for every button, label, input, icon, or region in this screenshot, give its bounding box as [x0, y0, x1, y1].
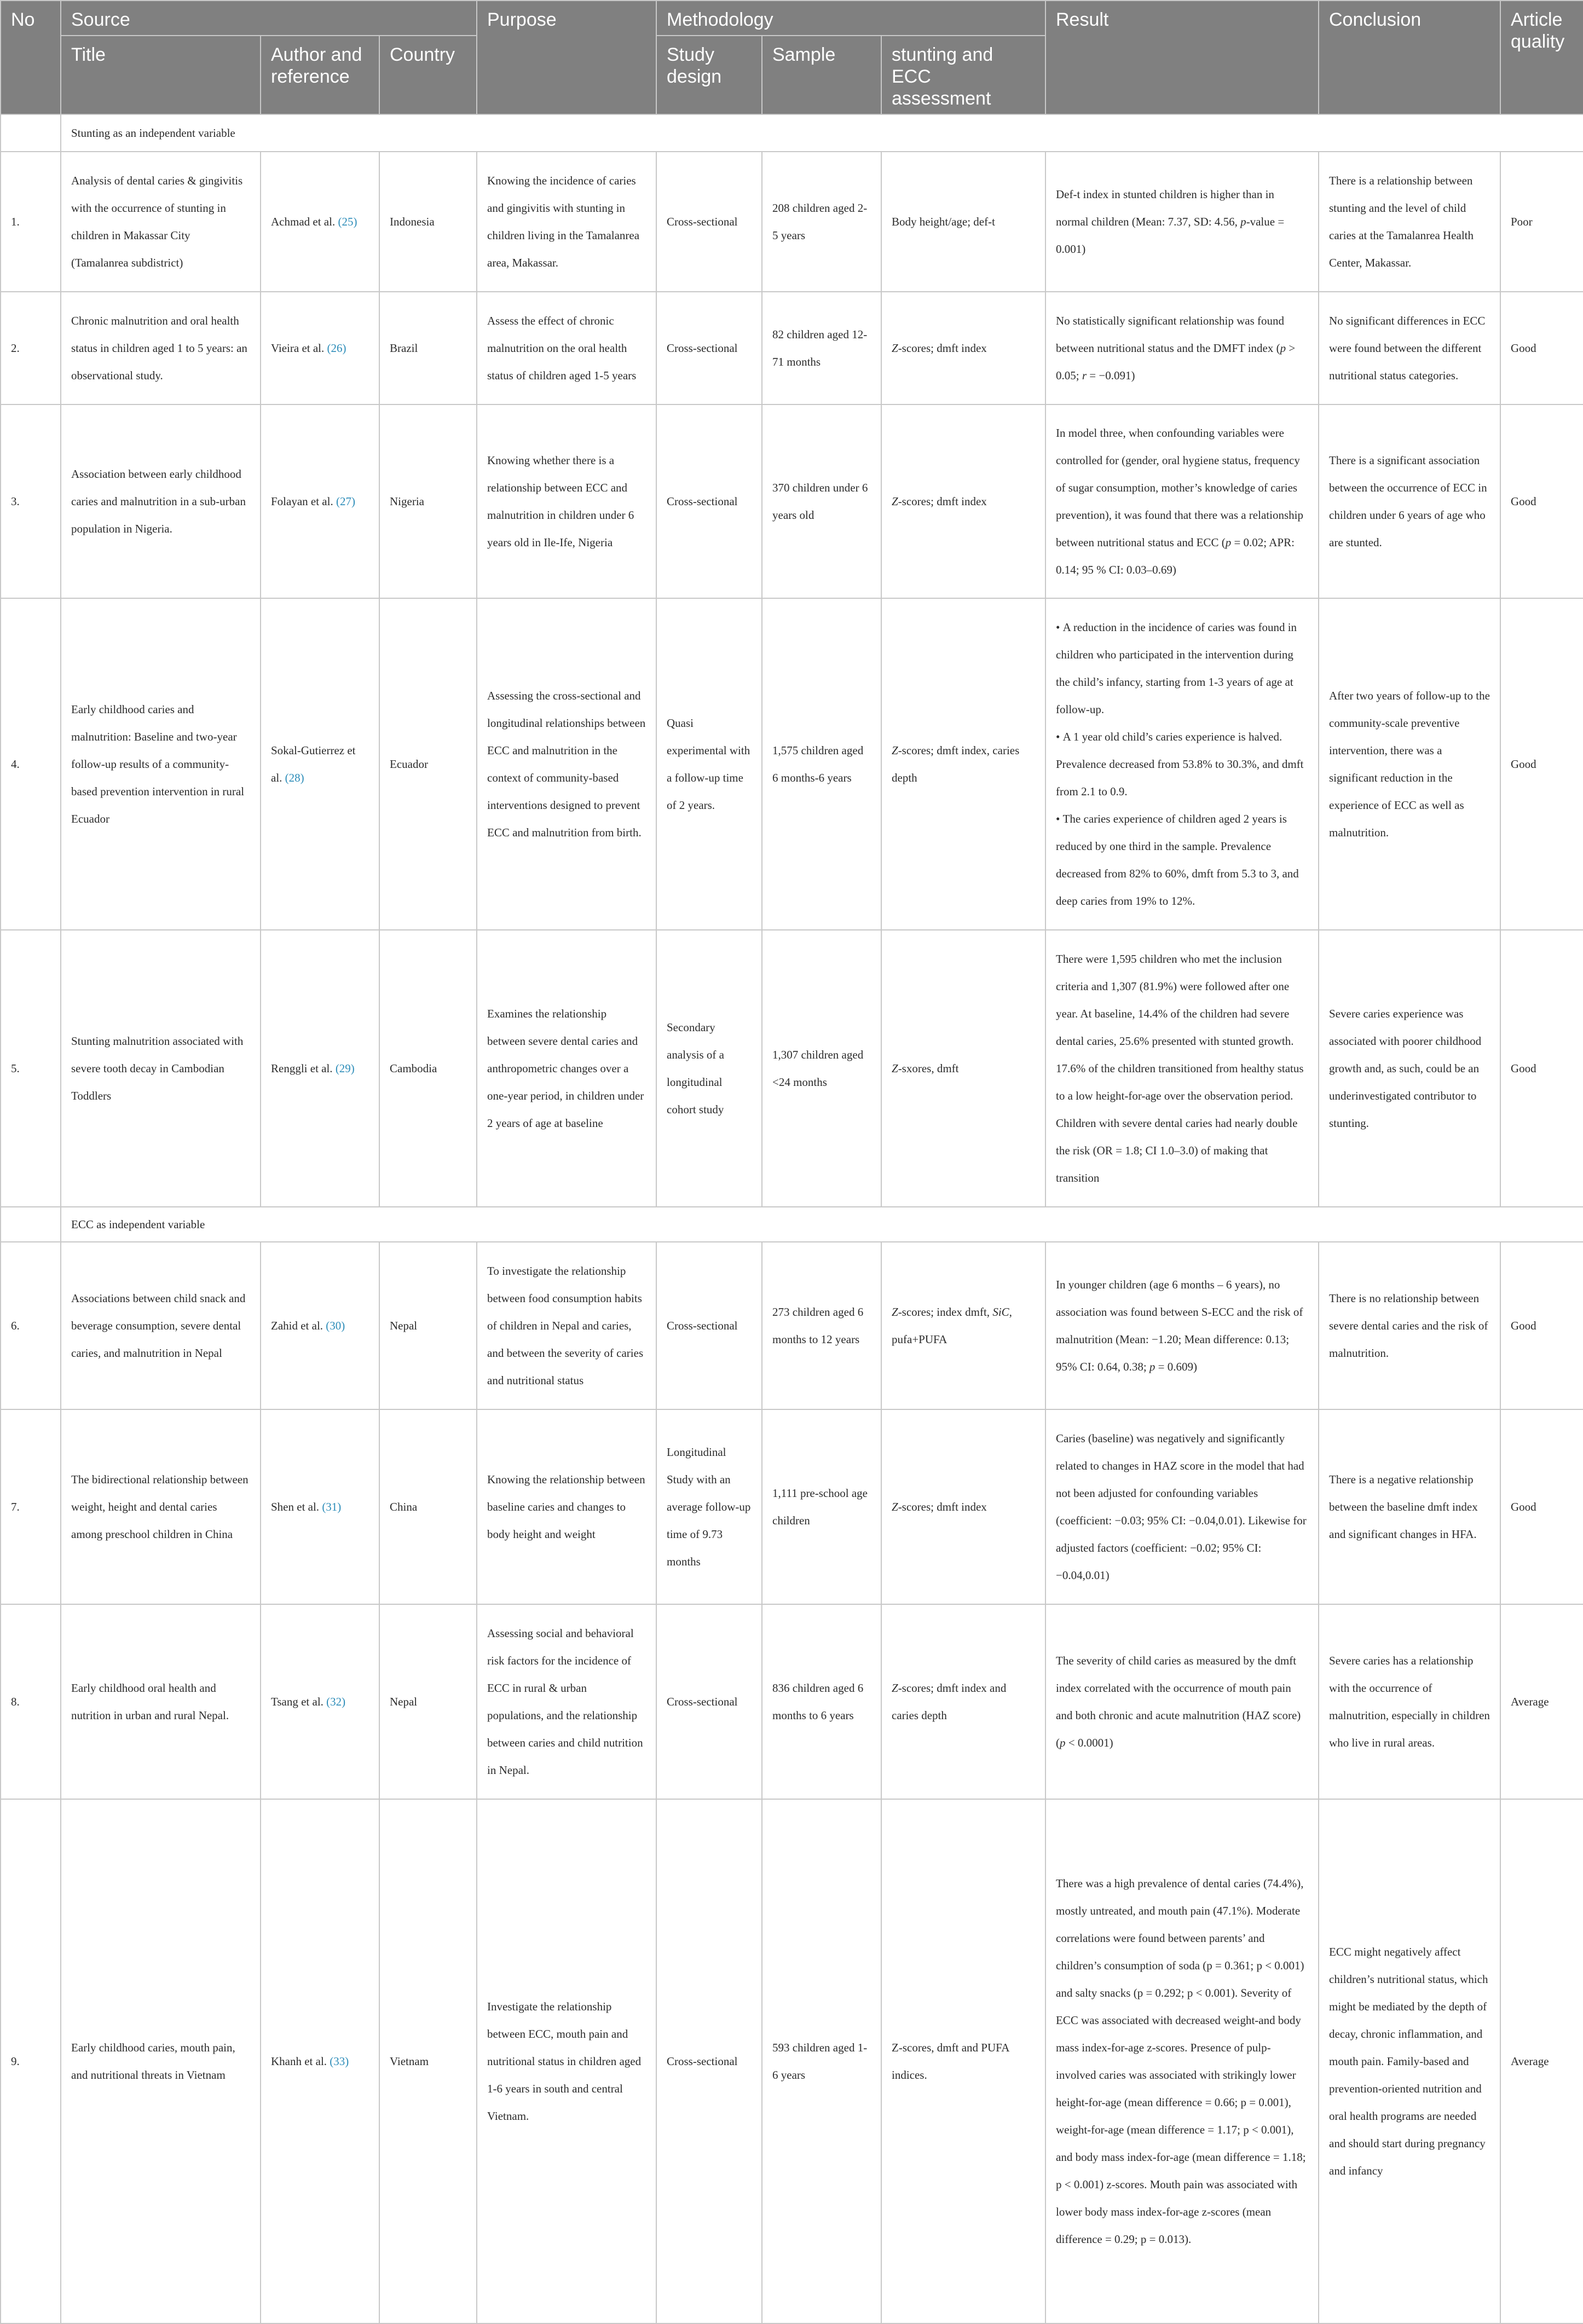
purpose: Investigate the relationship between ECC, mouth pain and nutritional status in children aged 1-6 years in south and central Vietnam. — [477, 1799, 656, 2323]
assessment-italic: Z — [892, 495, 898, 508]
assessment — [881, 1242, 1045, 1409]
header-result: Result — [1045, 1, 1319, 114]
header-country: Country — [379, 36, 477, 114]
study-design: Longitudinal Study with an average follow-up time of 9.73 months — [656, 1409, 762, 1604]
section-label-stunting: Stunting as an independent variable — [61, 114, 1583, 152]
table-row — [1, 292, 1583, 404]
country: Cambodia — [379, 930, 477, 1207]
result: There were 1,595 children who met the inclusion criteria and 1,307 (81.9%) were followed after one year. At baseline, 14.4% of the children had severe dental caries, 25.6% presented with stunted growth. 17.6% of the children transitioned from healthy status to a low height-for-age over the observation period. Children with severe dental caries had nearly double the risk (OR = 1.8; CI 1.0–3.0) of making that transition — [1045, 930, 1319, 1207]
assessment — [881, 292, 1045, 404]
result-bullet: • A reduction in the incidence of caries was found in children who participated in the intervention during the child’s infancy, starting from 1-3 years of age at follow-up. — [1056, 614, 1308, 723]
author-reference — [261, 930, 379, 1207]
study-title: Stunting malnutrition associated with severe tooth decay in Cambodian Toddlers — [61, 930, 261, 1207]
result — [1045, 292, 1319, 404]
assessment-text: , pufa+PUFA — [892, 1305, 1012, 1346]
article-quality: Good — [1500, 404, 1583, 598]
sample: 1,307 children aged <24 months — [762, 930, 881, 1207]
row-number: 3. — [1, 404, 61, 598]
header-sample: Sample — [762, 36, 881, 114]
study-design: Cross-sectional — [656, 1799, 762, 2323]
study-design: Secondary analysis of a longitudinal cohort study — [656, 930, 762, 1207]
table-row — [1, 404, 1583, 598]
result-text: No statistically significant relationship was found between nutritional status and the DMFT index ( — [1056, 314, 1285, 355]
study-title: Early childhood caries, mouth pain, and nutritional threats in Vietnam — [61, 1799, 261, 2323]
table-row — [1, 1799, 1583, 2323]
result — [1045, 1242, 1319, 1409]
conclusion: There is a relationship between stunting and the level of child caries at the Tamalanrea Health Center, Makassar. — [1319, 152, 1500, 292]
table-row — [1, 1409, 1583, 1604]
table-row — [1, 1604, 1583, 1799]
result-text: = −0.091) — [1087, 369, 1135, 382]
result-italic: p — [1149, 1360, 1156, 1373]
author-name: Folayan et al. — [271, 495, 333, 508]
author-name: Achmad et al. — [271, 215, 336, 228]
purpose: Examines the relationship between severe dental caries and anthropometric changes over a one-year period, in children under 2 years of age at baseline — [477, 930, 656, 1207]
assessment-italic: Z — [892, 744, 898, 757]
result — [1045, 404, 1319, 598]
sample: 208 children aged 2-5 years — [762, 152, 881, 292]
author-name: Khanh et al. — [271, 2055, 327, 2068]
sample: 370 children under 6 years old — [762, 404, 881, 598]
result-bullet-list — [1056, 614, 1308, 915]
assessment — [881, 1409, 1045, 1604]
section-row-ecc — [1, 1207, 1583, 1242]
conclusion: Severe caries experience was associated with poorer childhood growth and, as such, could be an underinvestigated contributor to stunting. — [1319, 930, 1500, 1207]
author-reference — [261, 1242, 379, 1409]
sample: 1,575 children aged 6 months-6 years — [762, 598, 881, 930]
author-name: Vieira et al. — [271, 342, 325, 355]
sample: 836 children aged 6 months to 6 years — [762, 1604, 881, 1799]
result — [1045, 598, 1319, 930]
result-bullet: • A 1 year old child’s caries experience is halved. Prevalence decreased from 53.8% to 30.3%, and dmft from 2.1 to 0.9. — [1056, 723, 1308, 805]
country: Ecuador — [379, 598, 477, 930]
result: Caries (baseline) was negatively and significantly related to changes in HAZ score in the model that had not been adjusted for confounding variables (coefficient: −0.03; 95% CI: −0.04,0.01). Likewise for adjusted factors (coefficient: −0.02; 95% CI: −0.04,0.01) — [1045, 1409, 1319, 1604]
result-text: In model three, when confounding variables were controlled for (gender, oral hygiene status, frequency of sugar consumption, mother’s knowledge of caries prevention), it was found that there was a relationship between nutritional status and ECC ( — [1056, 426, 1303, 549]
assessment — [881, 598, 1045, 930]
reference-link[interactable]: (27) — [336, 495, 355, 508]
row-number: 8. — [1, 1604, 61, 1799]
assessment-italic: Z — [892, 1062, 898, 1075]
result-bullet: • The caries experience of children aged 2 years is reduced by one third in the sample. Prevalence decreased from 82% to 60%, dmft from 5.3 to 3, and deep caries from 19% to 12%. — [1056, 805, 1308, 915]
sample: 593 children aged 1-6 years — [762, 1799, 881, 2323]
author-reference — [261, 598, 379, 930]
article-quality: Good — [1500, 598, 1583, 930]
header-purpose: Purpose — [477, 1, 656, 114]
purpose: Knowing whether there is a relationship between ECC and malnutrition in children under 6 years old in Ile-Ife, Nigeria — [477, 404, 656, 598]
row-number: 5. — [1, 930, 61, 1207]
assessment-italic: SiC — [992, 1305, 1009, 1319]
section-label-ecc: ECC as independent variable — [61, 1207, 1583, 1242]
study-design: Cross-sectional — [656, 404, 762, 598]
row-number: 6. — [1, 1242, 61, 1409]
row-number: 1. — [1, 152, 61, 292]
study-design: Cross-sectional — [656, 1242, 762, 1409]
conclusion: Severe caries has a relationship with the occurrence of malnutrition, especially in children who live in rural areas. — [1319, 1604, 1500, 1799]
result-text: < 0.0001) — [1065, 1736, 1113, 1749]
result-text: > 0.05; — [1056, 342, 1296, 382]
study-design: Cross-sectional — [656, 152, 762, 292]
assessment: Z-scores, dmft and PUFA indices. — [881, 1799, 1045, 2323]
author-name: Renggli et al. — [271, 1062, 333, 1075]
country: Brazil — [379, 292, 477, 404]
author-name: Sokal-Gutierrez et al. — [271, 744, 356, 784]
author-reference — [261, 1604, 379, 1799]
study-title: Association between early childhood caries and malnutrition in a sub-urban population in Nigeria. — [61, 404, 261, 598]
header-study-design: Study design — [656, 36, 762, 114]
assessment-text: -scores; dmft index — [898, 342, 987, 355]
result-text: In younger children (age 6 months – 6 years), no association was found between S-ECC and the risk of malnutrition (Mean: −1.20; Mean difference: 0.13; 95% CI: 0.64, 0.38; — [1056, 1278, 1303, 1373]
assessment-text: -scores; dmft index, caries depth — [892, 744, 1020, 784]
conclusion: There is a negative relationship between the baseline dmft index and significant changes in HFA. — [1319, 1409, 1500, 1604]
header-row-top — [1, 1, 1583, 36]
sample: 1,111 pre-school age children — [762, 1409, 881, 1604]
header-conclusion: Conclusion — [1319, 1, 1500, 114]
author-reference — [261, 1799, 379, 2323]
study-title: Analysis of dental caries & gingivitis with the occurrence of stunting in children in Makassar City (Tamalanrea subdistrict) — [61, 152, 261, 292]
article-quality: Good — [1500, 930, 1583, 1207]
country: China — [379, 1409, 477, 1604]
result: There was a high prevalence of dental caries (74.4%), mostly untreated, and mouth pain (47.1%). Moderate correlations were found between parents’ and children’s consumption of soda (p = 0.361; p < 0.001) and salty snacks (p = 0.292; p < 0.001). Severity of ECC was associated with decreased weight-and body mass index-for-age z-scores. Presence of pulp-involved caries was associated with strikingly lower height-for-age (mean difference = 0.66; p = 0.001), weight-for-age (mean difference = 1.17; p < 0.001), and body mass index-for-age (mean difference = 1.18; p < 0.001) z-scores. Mouth pain was associated with lower body mass index-for-age z-scores (mean difference = 0.29; p = 0.013). — [1045, 1799, 1319, 2323]
study-design: Cross-sectional — [656, 1604, 762, 1799]
table-row — [1, 1242, 1583, 1409]
result — [1045, 1604, 1319, 1799]
section-empty-cell — [1, 1207, 61, 1242]
reference-link[interactable]: (28) — [285, 771, 304, 784]
article-quality: Good — [1500, 1409, 1583, 1604]
study-title: Associations between child snack and beverage consumption, severe dental caries, and malnutrition in Nepal — [61, 1242, 261, 1409]
reference-link[interactable]: (29) — [335, 1062, 355, 1075]
article-quality: Average — [1500, 1604, 1583, 1799]
reference-link[interactable]: (25) — [338, 215, 357, 228]
country: Nepal — [379, 1604, 477, 1799]
purpose: Knowing the incidence of caries and gingivitis with stunting in children living in the Tamalanrea area, Makassar. — [477, 152, 656, 292]
reference-link[interactable]: (30) — [326, 1319, 345, 1332]
assessment-italic: Z — [892, 342, 898, 355]
assessment — [881, 404, 1045, 598]
purpose: Assessing the cross-sectional and longitudinal relationships between ECC and malnutrition in the context of community-based interventions designed to prevent ECC and malnutrition from birth. — [477, 598, 656, 930]
reference-link[interactable]: (33) — [330, 2055, 349, 2068]
study-title: Chronic malnutrition and oral health status in children aged 1 to 5 years: an observational study. — [61, 292, 261, 404]
reference-link[interactable]: (26) — [327, 342, 346, 355]
author-reference — [261, 152, 379, 292]
author-name: Shen et al. — [271, 1500, 320, 1513]
table-header — [1, 1, 1583, 114]
assessment-italic: Z — [892, 1500, 898, 1513]
article-quality: Good — [1500, 1242, 1583, 1409]
author-reference — [261, 1409, 379, 1604]
header-author-reference: Author and reference — [261, 36, 379, 114]
conclusion: There is a significant association between the occurrence of ECC in children under 6 years of age who are stunted. — [1319, 404, 1500, 598]
author-reference — [261, 292, 379, 404]
section-row-stunting — [1, 114, 1583, 152]
header-methodology: Methodology — [656, 1, 1045, 36]
assessment-italic: Z — [892, 1305, 898, 1319]
conclusion: There is no relationship between severe dental caries and the risk of malnutrition. — [1319, 1242, 1500, 1409]
author-reference — [261, 404, 379, 598]
assessment-text: -sxores, dmft — [898, 1062, 959, 1075]
header-assessment: stunting and ECC assessment — [881, 36, 1045, 114]
result-text: = 0.02; APR: 0.14; 95 % CI: 0.03–0.69) — [1056, 536, 1295, 576]
study-design: Cross-sectional — [656, 292, 762, 404]
conclusion: After two years of follow-up to the community-scale preventive intervention, there was a significant reduction in the experience of ECC as well as malnutrition. — [1319, 598, 1500, 930]
table-body — [1, 114, 1583, 2323]
conclusion: No significant differences in ECC were found between the different nutritional status categories. — [1319, 292, 1500, 404]
header-article-quality: Article quality — [1500, 1, 1583, 114]
table-row — [1, 930, 1583, 1207]
assessment-italic: Z — [892, 1681, 898, 1695]
row-number: 4. — [1, 598, 61, 930]
result-italic: p — [1240, 215, 1246, 228]
assessment — [881, 930, 1045, 1207]
country: Indonesia — [379, 152, 477, 292]
result — [1045, 152, 1319, 292]
author-name: Zahid et al. — [271, 1319, 323, 1332]
row-number: 7. — [1, 1409, 61, 1604]
article-quality: Average — [1500, 1799, 1583, 2323]
study-design: Quasi experimental with a follow-up time of 2 years. — [656, 598, 762, 930]
assessment-text: -scores; dmft index — [898, 495, 987, 508]
purpose: Knowing the relationship between baseline caries and changes to body height and weight — [477, 1409, 656, 1604]
row-number: 2. — [1, 292, 61, 404]
result-text: = 0.609) — [1155, 1360, 1198, 1373]
reference-link[interactable]: (31) — [322, 1500, 342, 1513]
author-name: Tsang et al. — [271, 1695, 323, 1708]
assessment — [881, 1604, 1045, 1799]
result-italic: p — [1280, 342, 1286, 355]
result-text: Def-t index in stunted children is higher than in normal children (Mean: 7.37, SD: 4.56, — [1056, 188, 1274, 228]
header-source: Source — [61, 1, 477, 36]
result-text: -value = 0.001) — [1056, 215, 1285, 256]
conclusion: ECC might negatively affect children’s nutritional status, which might be mediated by the depth of decay, chronic inflammation, and mouth pain. Family-based and prevention-oriented nutrition and oral health programs are needed and should start during pregnancy and infancy — [1319, 1799, 1500, 2323]
country: Vietnam — [379, 1799, 477, 2323]
result-italic: r — [1082, 369, 1087, 382]
assessment-text: -scores; dmft index — [898, 1500, 987, 1513]
header-no: No — [1, 1, 61, 114]
article-quality: Good — [1500, 292, 1583, 404]
study-title: The bidirectional relationship between weight, height and dental caries among preschool children in China — [61, 1409, 261, 1604]
row-number: 9. — [1, 1799, 61, 2323]
assessment-text: -scores; index dmft, — [898, 1305, 993, 1319]
purpose: Assess the effect of chronic malnutrition on the oral health status of children aged 1-5 years — [477, 292, 656, 404]
result-text: The severity of child caries as measured by the dmft index correlated with the occurrence of mouth pain and both chronic and acute malnutrition (HAZ score) ( — [1056, 1654, 1301, 1749]
study-title: Early childhood caries and malnutrition: Baseline and two-year follow-up results of a community-based prevention intervention in rural Ecuador — [61, 598, 261, 930]
assessment: Body height/age; def-t — [881, 152, 1045, 292]
article-quality: Poor — [1500, 152, 1583, 292]
reference-link[interactable]: (32) — [326, 1695, 346, 1708]
table-row — [1, 598, 1583, 930]
purpose: To investigate the relationship between food consumption habits of children in Nepal and caries, and between the severity of caries and nutritional status — [477, 1242, 656, 1409]
sample: 273 children aged 6 months to 12 years — [762, 1242, 881, 1409]
country: Nepal — [379, 1242, 477, 1409]
sample: 82 children aged 12-71 months — [762, 292, 881, 404]
study-title: Early childhood oral health and nutrition in urban and rural Nepal. — [61, 1604, 261, 1799]
purpose: Assessing social and behavioral risk factors for the incidence of ECC in rural & urban populations, and the relationship between caries and child nutrition in Nepal. — [477, 1604, 656, 1799]
table-row — [1, 152, 1583, 292]
section-empty-cell — [1, 114, 61, 152]
header-title: Title — [61, 36, 261, 114]
result-italic: p — [1225, 536, 1232, 549]
assessment-text: -scores; dmft index and caries depth — [892, 1681, 1007, 1722]
result-italic: p — [1060, 1736, 1066, 1749]
country: Nigeria — [379, 404, 477, 598]
